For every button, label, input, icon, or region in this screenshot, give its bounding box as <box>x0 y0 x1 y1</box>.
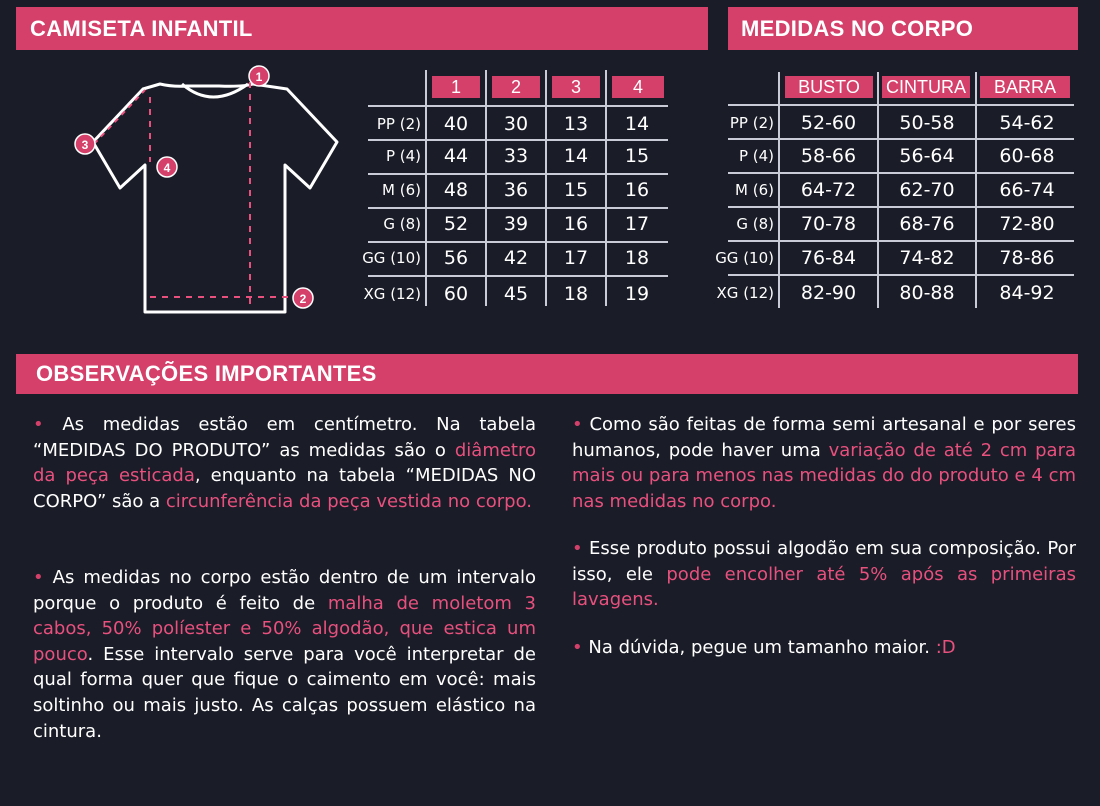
table-cell: 56 <box>443 247 469 269</box>
table-cell: 64-72 <box>800 179 857 201</box>
table-cell: 56-64 <box>899 145 955 167</box>
size-label: XG (12) <box>363 285 421 303</box>
note-body-interval <box>33 565 536 744</box>
svg-text:3: 3 <box>81 138 89 152</box>
table-cell: 54-62 <box>999 112 1055 134</box>
table-cell: 66-74 <box>999 179 1055 201</box>
table-cell: 60 <box>443 283 469 305</box>
note-text: As medidas estão em centímetro. Na tabela “MEDIDAS DO PRODUTO” as medidas são o <box>33 414 536 461</box>
table-cell: 60-68 <box>999 145 1055 167</box>
column-header: BUSTO <box>785 76 873 98</box>
column-header: CINTURA <box>882 76 970 98</box>
table-cell: 70-78 <box>800 213 857 235</box>
body-header-title: MEDIDAS NO CORPO <box>741 15 974 41</box>
note-units <box>33 412 536 514</box>
size-label: PP (2) <box>729 114 774 132</box>
product-header <box>16 7 708 50</box>
note-highlight: variação de até 2 cm para mais ou para menos nas medidas do do produto e 4 cm nas medidas no corpo. <box>572 439 1077 512</box>
table-cell: 17 <box>563 247 589 269</box>
marker-4 <box>157 157 177 177</box>
bullet-icon: • <box>33 567 44 588</box>
table-cell: 19 <box>624 283 650 305</box>
table-cell: 84-92 <box>999 282 1055 304</box>
size-label: P (4) <box>738 147 774 165</box>
measure-line-3 <box>94 90 145 144</box>
size-label: GG (10) <box>362 249 421 267</box>
marker-1 <box>249 66 269 86</box>
tshirt-diagram <box>70 62 340 322</box>
column-header: 3 <box>552 76 600 98</box>
table-cell: 13 <box>563 113 589 135</box>
bullet-icon: • <box>572 637 583 658</box>
note-handmade-variation <box>572 412 1076 514</box>
product-header-title: CAMISETA INFANTIL <box>30 15 253 41</box>
size-label: P (4) <box>385 147 421 165</box>
note-text: Esse produto possui algodão em sua composição. Por isso, ele <box>572 538 1076 585</box>
table-cell: 16 <box>563 213 589 235</box>
marker-2 <box>293 288 313 308</box>
note-text: As medidas no corpo estão dentro de um intervalo porque o produto é feito de <box>33 567 536 614</box>
note-highlight: malha de moletom 3 cabos, 50% políester e 50% algodão, que estica um pouco <box>33 592 536 665</box>
size-label: GG (10) <box>715 249 774 267</box>
table-cell: 52-60 <box>800 112 857 134</box>
size-label: XG (12) <box>716 284 774 302</box>
note-text: Na dúvida, pegue um tamanho maior. <box>588 637 936 658</box>
table-cell: 78-86 <box>999 247 1055 269</box>
table-cell: 76-84 <box>800 247 857 269</box>
bullet-icon: • <box>572 414 583 435</box>
table-cell: 62-70 <box>899 179 955 201</box>
notes-header-title: OBSERVAÇÕES IMPORTANTES <box>36 361 377 386</box>
notes-header <box>16 354 1078 394</box>
table-cell: 58-66 <box>800 145 857 167</box>
note-text: , enquanto na tabela “MEDIDAS NO CORPO” são a <box>33 465 536 512</box>
table-cell: 39 <box>503 213 529 235</box>
table-cell: 14 <box>563 145 589 167</box>
tshirt-outline <box>93 84 337 312</box>
table-cell: 18 <box>563 283 589 305</box>
column-header: 4 <box>612 76 664 98</box>
note-highlight: :D <box>935 637 956 658</box>
column-header: 2 <box>492 76 540 98</box>
table-cell: 82-90 <box>800 282 857 304</box>
table-cell: 68-76 <box>899 213 955 235</box>
column-header: 1 <box>432 76 480 98</box>
table-cell: 36 <box>503 179 529 201</box>
note-text: Como são feitas de forma semi artesanal e por seres humanos, pode haver uma <box>572 414 1076 461</box>
column-header: BARRA <box>980 76 1070 98</box>
table-cell: 48 <box>443 179 469 201</box>
table-cell: 14 <box>624 113 650 135</box>
table-cell: 16 <box>624 179 650 201</box>
table-cell: 15 <box>563 179 589 201</box>
marker-3 <box>75 134 95 154</box>
table-cell: 50-58 <box>899 112 955 134</box>
size-label: G (8) <box>383 215 421 233</box>
size-label: M (6) <box>735 181 774 199</box>
table-cell: 44 <box>443 145 469 167</box>
table-cell: 72-80 <box>999 213 1055 235</box>
table-cell: 74-82 <box>899 247 955 269</box>
svg-text:2: 2 <box>299 292 307 306</box>
table-cell: 42 <box>503 247 529 269</box>
bullet-icon: • <box>33 414 44 435</box>
bullet-icon: • <box>572 538 583 559</box>
svg-text:1: 1 <box>255 70 263 84</box>
note-size-advice <box>572 635 1076 661</box>
size-label: M (6) <box>382 181 421 199</box>
table-cell: 40 <box>443 113 469 135</box>
table-cell: 18 <box>624 247 650 269</box>
note-shrinkage <box>572 536 1076 613</box>
table-cell: 52 <box>443 213 469 235</box>
table-cell: 80-88 <box>899 282 955 304</box>
note-highlight: diâmetro da peça esticada <box>33 439 536 487</box>
body-measures-header <box>728 7 1078 50</box>
note-highlight: circunferência da peça vestida no corpo. <box>165 490 533 512</box>
table-cell: 45 <box>503 283 529 305</box>
svg-text:4: 4 <box>163 161 171 175</box>
note-text: . Esse intervalo serve para você interpretar de qual forma quer que fique o caimento em você: mais soltinho ou mais justo. As calças possuem elástico na cintura. <box>33 643 536 742</box>
table-cell: 30 <box>503 113 529 135</box>
table-cell: 33 <box>503 145 529 167</box>
size-label: PP (2) <box>376 115 421 133</box>
size-label: G (8) <box>736 215 774 233</box>
note-highlight: pode encolher até 5% após as primeiras lavagens. <box>572 563 1076 611</box>
table-cell: 17 <box>624 213 650 235</box>
table-cell: 15 <box>624 145 650 167</box>
